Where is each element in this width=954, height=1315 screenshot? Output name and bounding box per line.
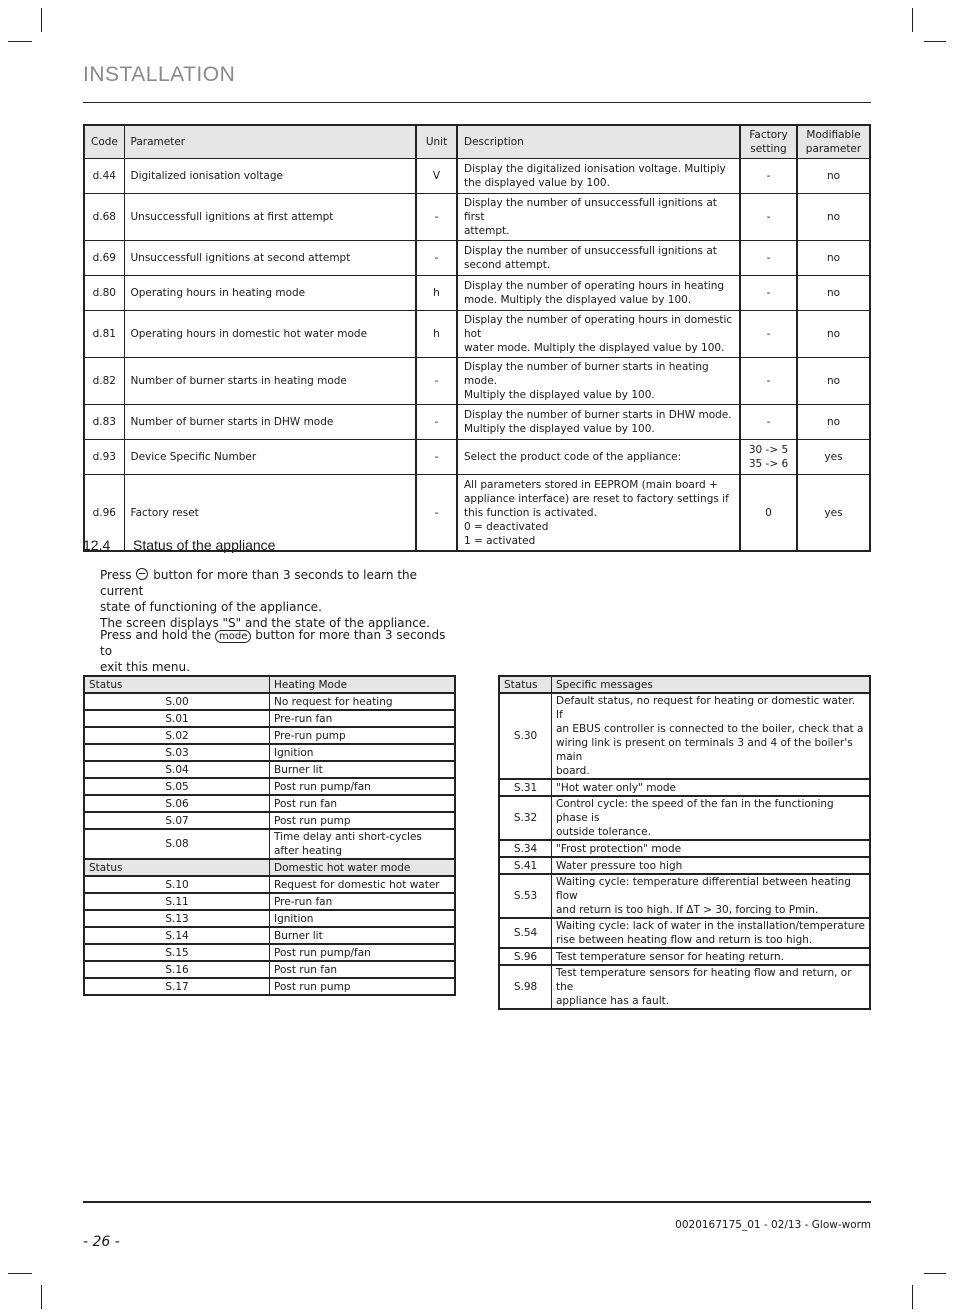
status-header-row [84,676,455,693]
status-row [84,876,455,893]
status-code: S.13 [84,910,270,927]
status-label: No request for heating [270,693,456,710]
text-line: "Hot water only" mode [556,781,677,794]
status-row [84,693,455,710]
status-code: S.53 [499,874,552,918]
text-line: appliance interface) are reset to factory settings if [464,492,729,505]
cell-parameter: Number of burner starts in DHW mode [124,405,416,440]
text-line: Control cycle: the speed of the fan in the functioning phase is [556,798,834,824]
messages-col-header: Specific messages [552,676,871,693]
crop-mark [8,1273,32,1274]
text-line: Water pressure too high [556,859,683,872]
col-header-description: Description [457,125,740,159]
text-line: Display the number of burner starts in heating mode. [464,361,709,387]
text-line: Display the number of unsuccessfull ignitions at [464,245,717,257]
cell-unit: h [416,276,457,311]
col-header-modifiable [797,125,870,159]
text-line: 30 -> 5 [748,444,789,456]
status-col-header: Status [84,859,270,876]
status-code: S.30 [499,693,552,779]
text-line: "Frost protection" mode [556,842,682,855]
status-label: Time delay anti short-cycles after heating [270,829,456,859]
table-row [84,241,870,276]
cell-parameter: Number of burner starts in heating mode [124,358,416,405]
header-line: parameter [805,143,862,155]
text-line: - [766,416,771,428]
status-code: S.01 [84,710,270,727]
status-row [499,965,870,1009]
status-label: Post run fan [270,795,456,812]
text-line: Waiting cycle: lack of water in the installation/temperature [556,920,866,932]
status-label: Request for domestic hot water [270,876,456,893]
crop-mark [8,41,32,42]
text-line: - [766,375,771,387]
status-row [84,761,455,778]
status-code: S.11 [84,893,270,910]
status-row [499,874,870,918]
status-label: Post run pump [270,978,456,995]
text-line: - [766,287,771,299]
cell-code: d.44 [84,159,124,194]
cell-unit: - [416,475,457,552]
cell-factory-setting: 0 [740,475,797,552]
table-row [84,358,870,405]
status-row [84,829,455,859]
table-row [84,311,870,358]
status-message [552,965,871,1009]
cell-description [457,358,740,405]
footer-rule [83,1201,871,1203]
cell-parameter: Operating hours in heating mode [124,276,416,311]
cell-description [457,159,740,194]
cell-factory-setting [740,159,797,194]
status-label: Post run pump [270,812,456,829]
status-header-row [499,676,870,693]
status-row [499,918,870,948]
status-code: S.14 [84,927,270,944]
table-row [84,159,870,194]
text-line: - [766,252,771,264]
para-text: exit this menu. [100,660,190,674]
cell-modifiable: yes [797,440,870,475]
section-heading [83,537,275,553]
status-label: Post run fan [270,961,456,978]
status-table-operating-modes [83,675,456,996]
table-row [84,276,870,311]
text-line: rise between heating flow and return is too high. [556,934,813,946]
status-label: Pre-run fan [270,893,456,910]
table-row [84,405,870,440]
cell-unit: - [416,194,457,241]
text-line: 35 -> 6 [748,458,789,470]
text-line: this function is activated. [464,506,597,519]
status-code: S.98 [499,965,552,1009]
status-row [84,795,455,812]
para-text: Press and hold the [100,628,212,642]
status-code: S.17 [84,978,270,995]
cell-parameter: Factory reset [124,475,416,552]
cell-code: d.68 [84,194,124,241]
text-line: the displayed value by 100. [464,177,610,189]
cell-factory-setting [740,311,797,358]
crop-mark [41,8,42,32]
cell-code: d.93 [84,440,124,475]
para-text: Press [100,568,132,582]
header-line: setting [750,143,787,155]
crop-mark [924,41,946,42]
para-text: button for more than 3 seconds to learn the current [100,568,418,598]
status-header-row [84,859,455,876]
header-line: Factory [749,129,788,141]
text-line: mode. Multiply the displayed value by 100. [464,294,692,306]
para-text: button for more than 3 seconds to [100,628,446,658]
cell-code: d.69 [84,241,124,276]
status-row [499,796,870,840]
text-line: Display the digitalized ionisation voltage. Multiply [464,163,726,175]
status-code: S.54 [499,918,552,948]
status-col-header: Status [499,676,552,693]
text-line: Display the number of operating hours in domestic hot [464,314,733,340]
crop-mark [41,1285,42,1309]
status-label: Burner lit [270,761,456,778]
page-number: - 26 - [83,1234,120,1250]
status-row [84,978,455,995]
status-code: S.34 [499,840,552,857]
cell-unit: h [416,311,457,358]
status-code: S.07 [84,812,270,829]
cell-code: d.81 [84,311,124,358]
instruction-paragraph [100,567,460,631]
status-code: S.96 [499,948,552,965]
status-code: S.31 [499,779,552,796]
status-code: S.06 [84,795,270,812]
cell-unit: - [416,405,457,440]
text-line: wiring link is present on terminals 3 and 4 of the boiler's main [556,737,853,763]
status-label: Burner lit [270,927,456,944]
col-header-parameter: Parameter [124,125,416,159]
status-label: Pre-run pump [270,727,456,744]
status-message [552,693,871,779]
text-line: and return is too high. If ΔT > 30, forcing to Pmin. [556,904,819,916]
para-text: The screen displays "S" and the state of the appliance. [100,616,430,630]
cell-code: d.80 [84,276,124,311]
cell-modifiable: no [797,405,870,440]
cell-description [457,475,740,552]
cell-description [457,311,740,358]
text-line: Waiting cycle: temperature differential between heating flow [556,876,851,902]
text-line: second attempt. [464,259,551,271]
text-line: board. [556,765,590,777]
cell-description [457,405,740,440]
section-number: 12.4 [83,537,111,553]
table-row [84,440,870,475]
status-code: S.41 [499,857,552,874]
text-line: attempt. [464,225,510,237]
cell-description [457,194,740,241]
text-line: an EBUS controller is connected to the boiler, check that a [556,723,864,735]
cell-modifiable: no [797,358,870,405]
mode-col-header: Domestic hot water mode [270,859,456,876]
cell-unit: - [416,358,457,405]
cell-modifiable: no [797,194,870,241]
text-line: Display the number of burner starts in DHW mode. [464,409,732,421]
status-row [499,840,870,857]
text-line: Select the product code of the appliance: [464,451,682,463]
text-line: Multiply the displayed value by 100. [464,389,655,401]
cell-factory-setting [740,194,797,241]
cell-factory-setting [740,440,797,475]
page-section-title: INSTALLATION [83,63,236,86]
crop-mark [912,1285,913,1309]
table-row [84,194,870,241]
cell-modifiable: no [797,159,870,194]
cell-parameter: Device Specific Number [124,440,416,475]
col-header-factory-setting [740,125,797,159]
cell-factory-setting [740,405,797,440]
status-message [552,948,871,965]
cell-description [457,440,740,475]
text-line: 0 = deactivated [464,520,549,533]
status-row [84,944,455,961]
cell-unit: - [416,440,457,475]
status-row [499,693,870,779]
minus-button-icon [136,568,148,580]
status-message [552,918,871,948]
crop-mark [912,8,913,32]
mode-button-icon: mode [215,630,251,643]
status-label: Post run pump/fan [270,778,456,795]
cell-parameter: Unsuccessfull ignitions at first attempt [124,194,416,241]
table-header-row [84,125,870,159]
text-line: - [766,170,771,182]
status-row [84,727,455,744]
para-text: state of functioning of the appliance. [100,600,322,614]
header-line: Modifiable [806,129,861,141]
cell-factory-setting [740,358,797,405]
text-line: outside tolerance. [556,826,651,838]
status-row [84,744,455,761]
status-label: Ignition [270,744,456,761]
col-header-code: Code [84,125,124,159]
text-line: Test temperature sensor for heating return. [556,950,784,963]
status-table-specific-messages [498,675,871,1010]
parameter-table [83,124,871,552]
status-row [84,927,455,944]
status-code: S.10 [84,876,270,893]
status-row [499,779,870,796]
text-line: Default status, no request for heating or domestic water. If [556,695,856,721]
status-row [499,948,870,965]
status-code: S.00 [84,693,270,710]
cell-modifiable: no [797,276,870,311]
status-code: S.16 [84,961,270,978]
cell-modifiable: no [797,311,870,358]
text-line: - [766,211,771,223]
status-row [84,910,455,927]
status-label: Pre-run fan [270,710,456,727]
cell-code: d.82 [84,358,124,405]
status-code: S.03 [84,744,270,761]
status-row [84,710,455,727]
status-code: S.04 [84,761,270,778]
status-row [499,857,870,874]
status-label: Post run pump/fan [270,944,456,961]
status-message [552,857,871,874]
status-row [84,893,455,910]
status-code: S.15 [84,944,270,961]
mode-col-header: Heating Mode [270,676,456,693]
status-row [84,961,455,978]
cell-parameter: Operating hours in domestic hot water mode [124,311,416,358]
cell-factory-setting [740,276,797,311]
text-line: Display the number of operating hours in heating [464,280,725,292]
status-message [552,779,871,796]
text-line: 1 = activated [464,534,536,547]
cell-code: d.83 [84,405,124,440]
section-title: Status of the appliance [133,537,276,553]
text-line: Multiply the displayed value by 100. [464,423,655,435]
cell-code: d.96 [84,475,124,552]
status-message [552,796,871,840]
status-message [552,874,871,918]
text-line: Display the number of unsuccessfull ignitions at first [464,197,717,223]
cell-modifiable: no [797,241,870,276]
cell-parameter: Digitalized ionisation voltage [124,159,416,194]
status-row [84,812,455,829]
cell-parameter: Unsuccessfull ignitions at second attempt [124,241,416,276]
text-line: - [766,328,771,340]
status-row [84,778,455,795]
text-line: All parameters stored in EEPROM (main board + [464,478,718,491]
status-label: Ignition [270,910,456,927]
status-code: S.02 [84,727,270,744]
col-header-unit: Unit [416,125,457,159]
status-message [552,840,871,857]
status-code: S.08 [84,829,270,859]
status-code: S.05 [84,778,270,795]
instruction-paragraph [100,627,460,675]
text-line: water mode. Multiply the displayed value by 100. [464,342,725,354]
header-rule [83,102,871,103]
document-reference: 0020167175_01 - 02/13 - Glow-worm [675,1219,871,1231]
cell-description [457,276,740,311]
status-code: S.32 [499,796,552,840]
status-col-header: Status [84,676,270,693]
cell-description [457,241,740,276]
cell-modifiable: yes [797,475,870,552]
text-line: appliance has a fault. [556,995,670,1007]
crop-mark [924,1273,946,1274]
cell-factory-setting [740,241,797,276]
cell-unit: - [416,241,457,276]
text-line: Test temperature sensors for heating flow and return, or the [556,967,852,993]
cell-unit: V [416,159,457,194]
